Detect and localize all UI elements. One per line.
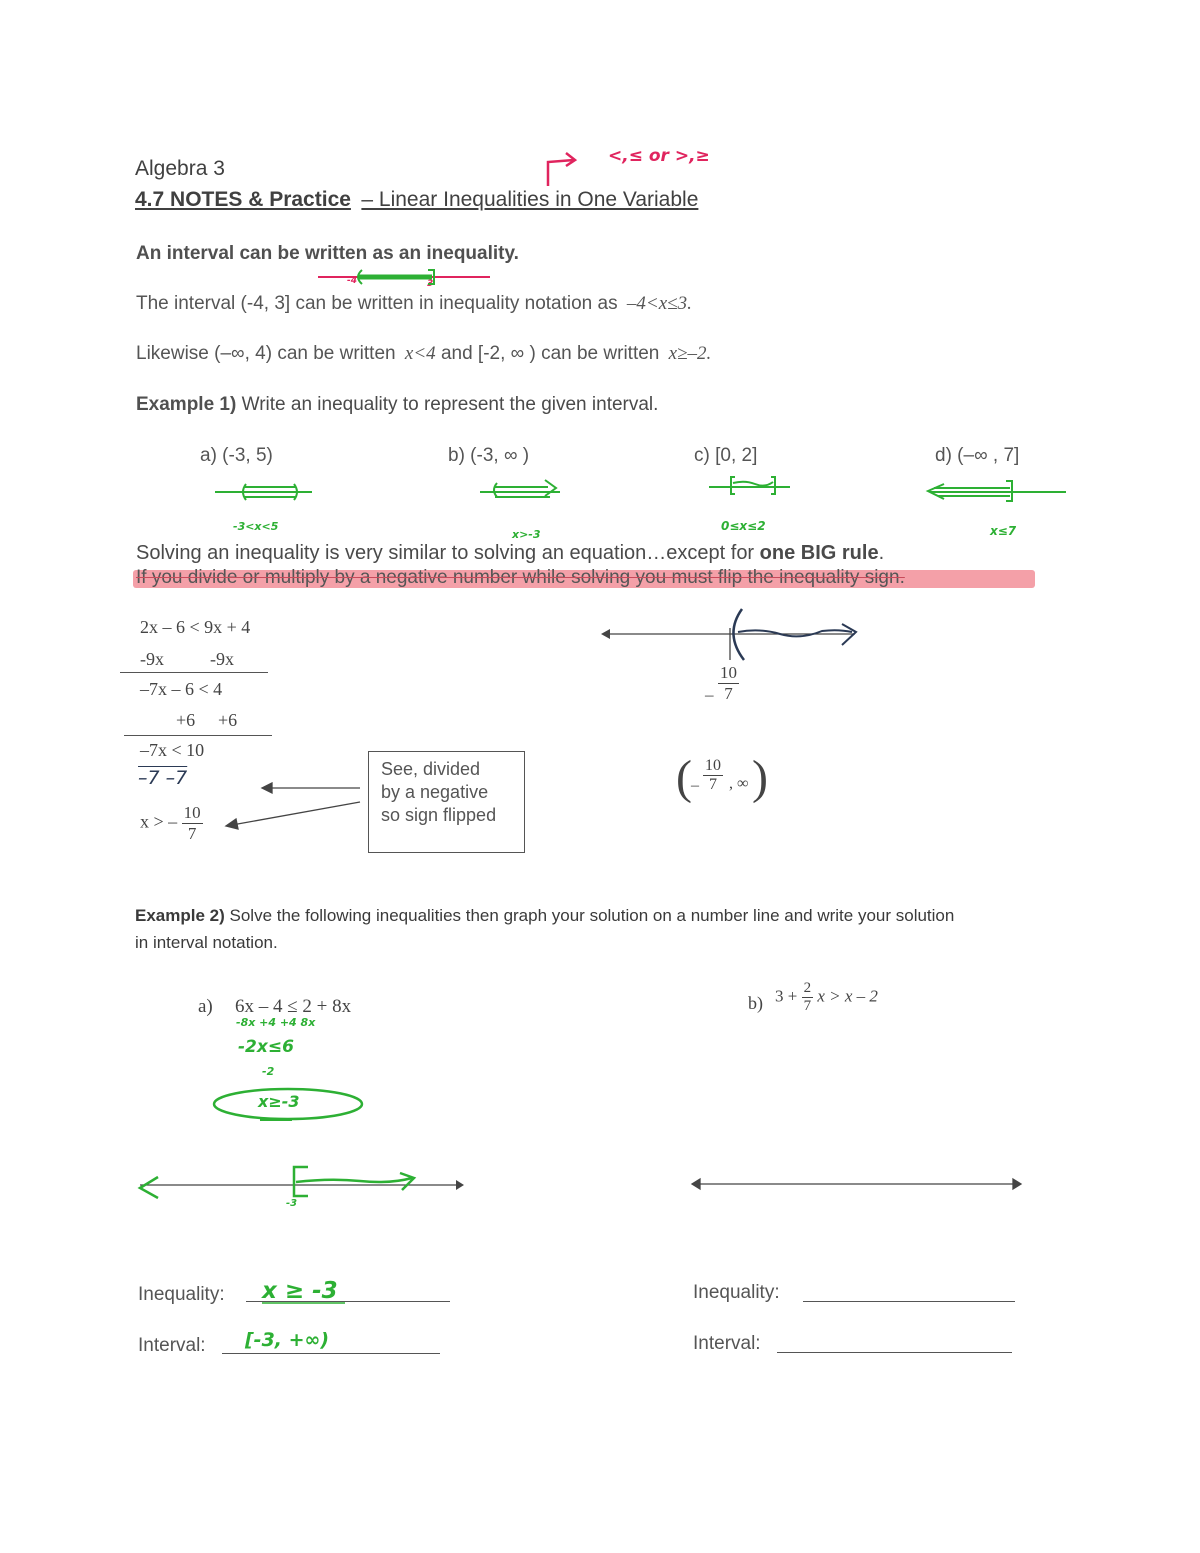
intro-hand-label-left: -4 (347, 276, 357, 286)
example-2b-fraction-num: 2 (803, 980, 812, 996)
callout-line-2: by a negative (381, 782, 489, 802)
nl-fraction-num: 10 (720, 663, 737, 682)
callout-line-3: so sign flipped (381, 805, 497, 825)
callout-arrows (226, 783, 360, 829)
work-line-3: –7x – 6 < 4 (140, 679, 223, 699)
example-1d-label: d) (–∞ , 7] (935, 445, 1020, 466)
hand-note-top: <,≤ or >,≥ (608, 146, 710, 166)
interval-fraction-num: 10 (705, 757, 721, 774)
interval-close-paren: ) (752, 751, 768, 804)
example-1c-number-line (709, 477, 790, 494)
work-line-6: –7 –7 (138, 767, 188, 789)
intro-line-2-text-a: Likewise (–∞, 4) can be written (136, 343, 396, 364)
pink-corner-arrow (548, 153, 575, 186)
example-2a-interval-hand: [-3, +∞) (245, 1329, 330, 1351)
example-2a-interval-label: Interval: (138, 1335, 206, 1356)
example-1b-number-line (480, 480, 560, 497)
example-1c-label: c) [0, 2] (694, 445, 758, 466)
work-line-7-lhs: x > – (140, 811, 178, 832)
work-line-7-den: 7 (187, 824, 197, 843)
example-2-prompt-line-2: in interval notation. (135, 933, 278, 952)
example-1b-label: b) (-3, ∞ ) (448, 445, 530, 466)
course-title: Algebra 3 (135, 157, 225, 180)
work-line-2a: -9x (140, 649, 164, 669)
intro-line-2-text-b: and [-2, ∞ ) can be written (440, 343, 660, 364)
interval-minus: – (691, 777, 699, 794)
example-1-prompt: Write an inequality to represent the given interval. (241, 394, 659, 415)
intro-line-2-math-1: x<4 (404, 343, 436, 364)
work-line-2b: -9x (210, 649, 234, 669)
example-2b-number-line (692, 1179, 1021, 1189)
work-line-4b: +6 (218, 710, 238, 730)
intro-line-1-math: –4<x≤3. (626, 293, 692, 314)
rule-line-1-end: . (878, 542, 885, 564)
intro-hand-label-right: 3 (427, 279, 434, 289)
example-2a-inequality-label: Inequality: (138, 1284, 225, 1305)
example-1d-answer: x≤7 (990, 524, 1017, 538)
example-1c-answer: 0≤x≤2 (721, 519, 766, 533)
rule-bold-text: one BIG rule (759, 542, 879, 564)
worked-number-line (601, 609, 856, 660)
example-1d-number-line (928, 481, 1066, 501)
example-1a-number-line (215, 484, 312, 500)
example-1a-answer: -3<x<5 (233, 520, 279, 533)
intro-line-1-text: The interval (-4, 3] can be written in inequality notation as (136, 293, 618, 314)
example-2b-problem-post: x > x – 2 (817, 986, 878, 1006)
example-2-prompt-line-1: Solve the following inequalities then graph your solution on a number line and write your solution (229, 906, 955, 925)
example-2a-label: a) (198, 996, 213, 1017)
example-1b-answer: x>-3 (512, 528, 541, 541)
work-line-5: –7x < 10 (140, 740, 205, 760)
example-2a-problem: 6x – 4 ≤ 2 + 8x (235, 996, 352, 1017)
example-2a-number-line (140, 1167, 464, 1198)
example-2b-interval-label: Interval: (693, 1333, 761, 1354)
intro-line-2-math-2: x≥–2. (668, 343, 712, 364)
example-2a-nl-label: -3 (286, 1198, 298, 1209)
example-2b-fraction-den: 7 (803, 998, 812, 1014)
example-2a-inequality-hand: x ≥ -3 (262, 1278, 338, 1304)
example-2b-label: b) (748, 993, 763, 1013)
section-title: 4.7 NOTES & Practice (135, 188, 351, 211)
interval-infinity: , ∞ (729, 775, 749, 792)
work-line-4a: +6 (176, 710, 196, 730)
example-2b-problem-pre: 3 + (775, 986, 798, 1006)
interval-fraction-den: 7 (709, 776, 717, 793)
example-1a-label: a) (-3, 5) (200, 445, 273, 466)
example-2b-inequality-label: Inequality: (693, 1282, 780, 1303)
work-line-1: 2x – 6 < 9x + 4 (140, 617, 251, 637)
callout-line-1: See, divided (381, 759, 481, 779)
example-2a-hand-step-3: -2 (262, 1065, 275, 1078)
interval-open-paren: ( (676, 751, 692, 804)
intro-number-line (318, 270, 490, 284)
example-2a-hand-answer: x≥-3 (258, 1092, 300, 1111)
example-2a-hand-step-2: -2x≤6 (238, 1037, 294, 1057)
nl-minus: – (705, 685, 714, 704)
example-2a-hand-step-1: -8x +4 +4 8x (236, 1016, 316, 1029)
example-1-label: Example 1) (136, 394, 237, 415)
intro-heading: An interval can be written as an inequality. (136, 243, 519, 264)
rule-line-2: If you divide or multiply by a negative number while solving you must flip the inequality sign. (136, 567, 905, 588)
section-subtitle: – Linear Inequalities in One Variable (361, 188, 699, 211)
example-2a-answer-ellipse (214, 1089, 362, 1119)
example-2-label: Example 2) (135, 906, 225, 925)
work-line-7-num: 10 (183, 803, 201, 822)
rule-line-1-text: Solving an inequality is very similar to solving an equation…except for (136, 542, 755, 564)
nl-fraction-den: 7 (724, 684, 733, 703)
